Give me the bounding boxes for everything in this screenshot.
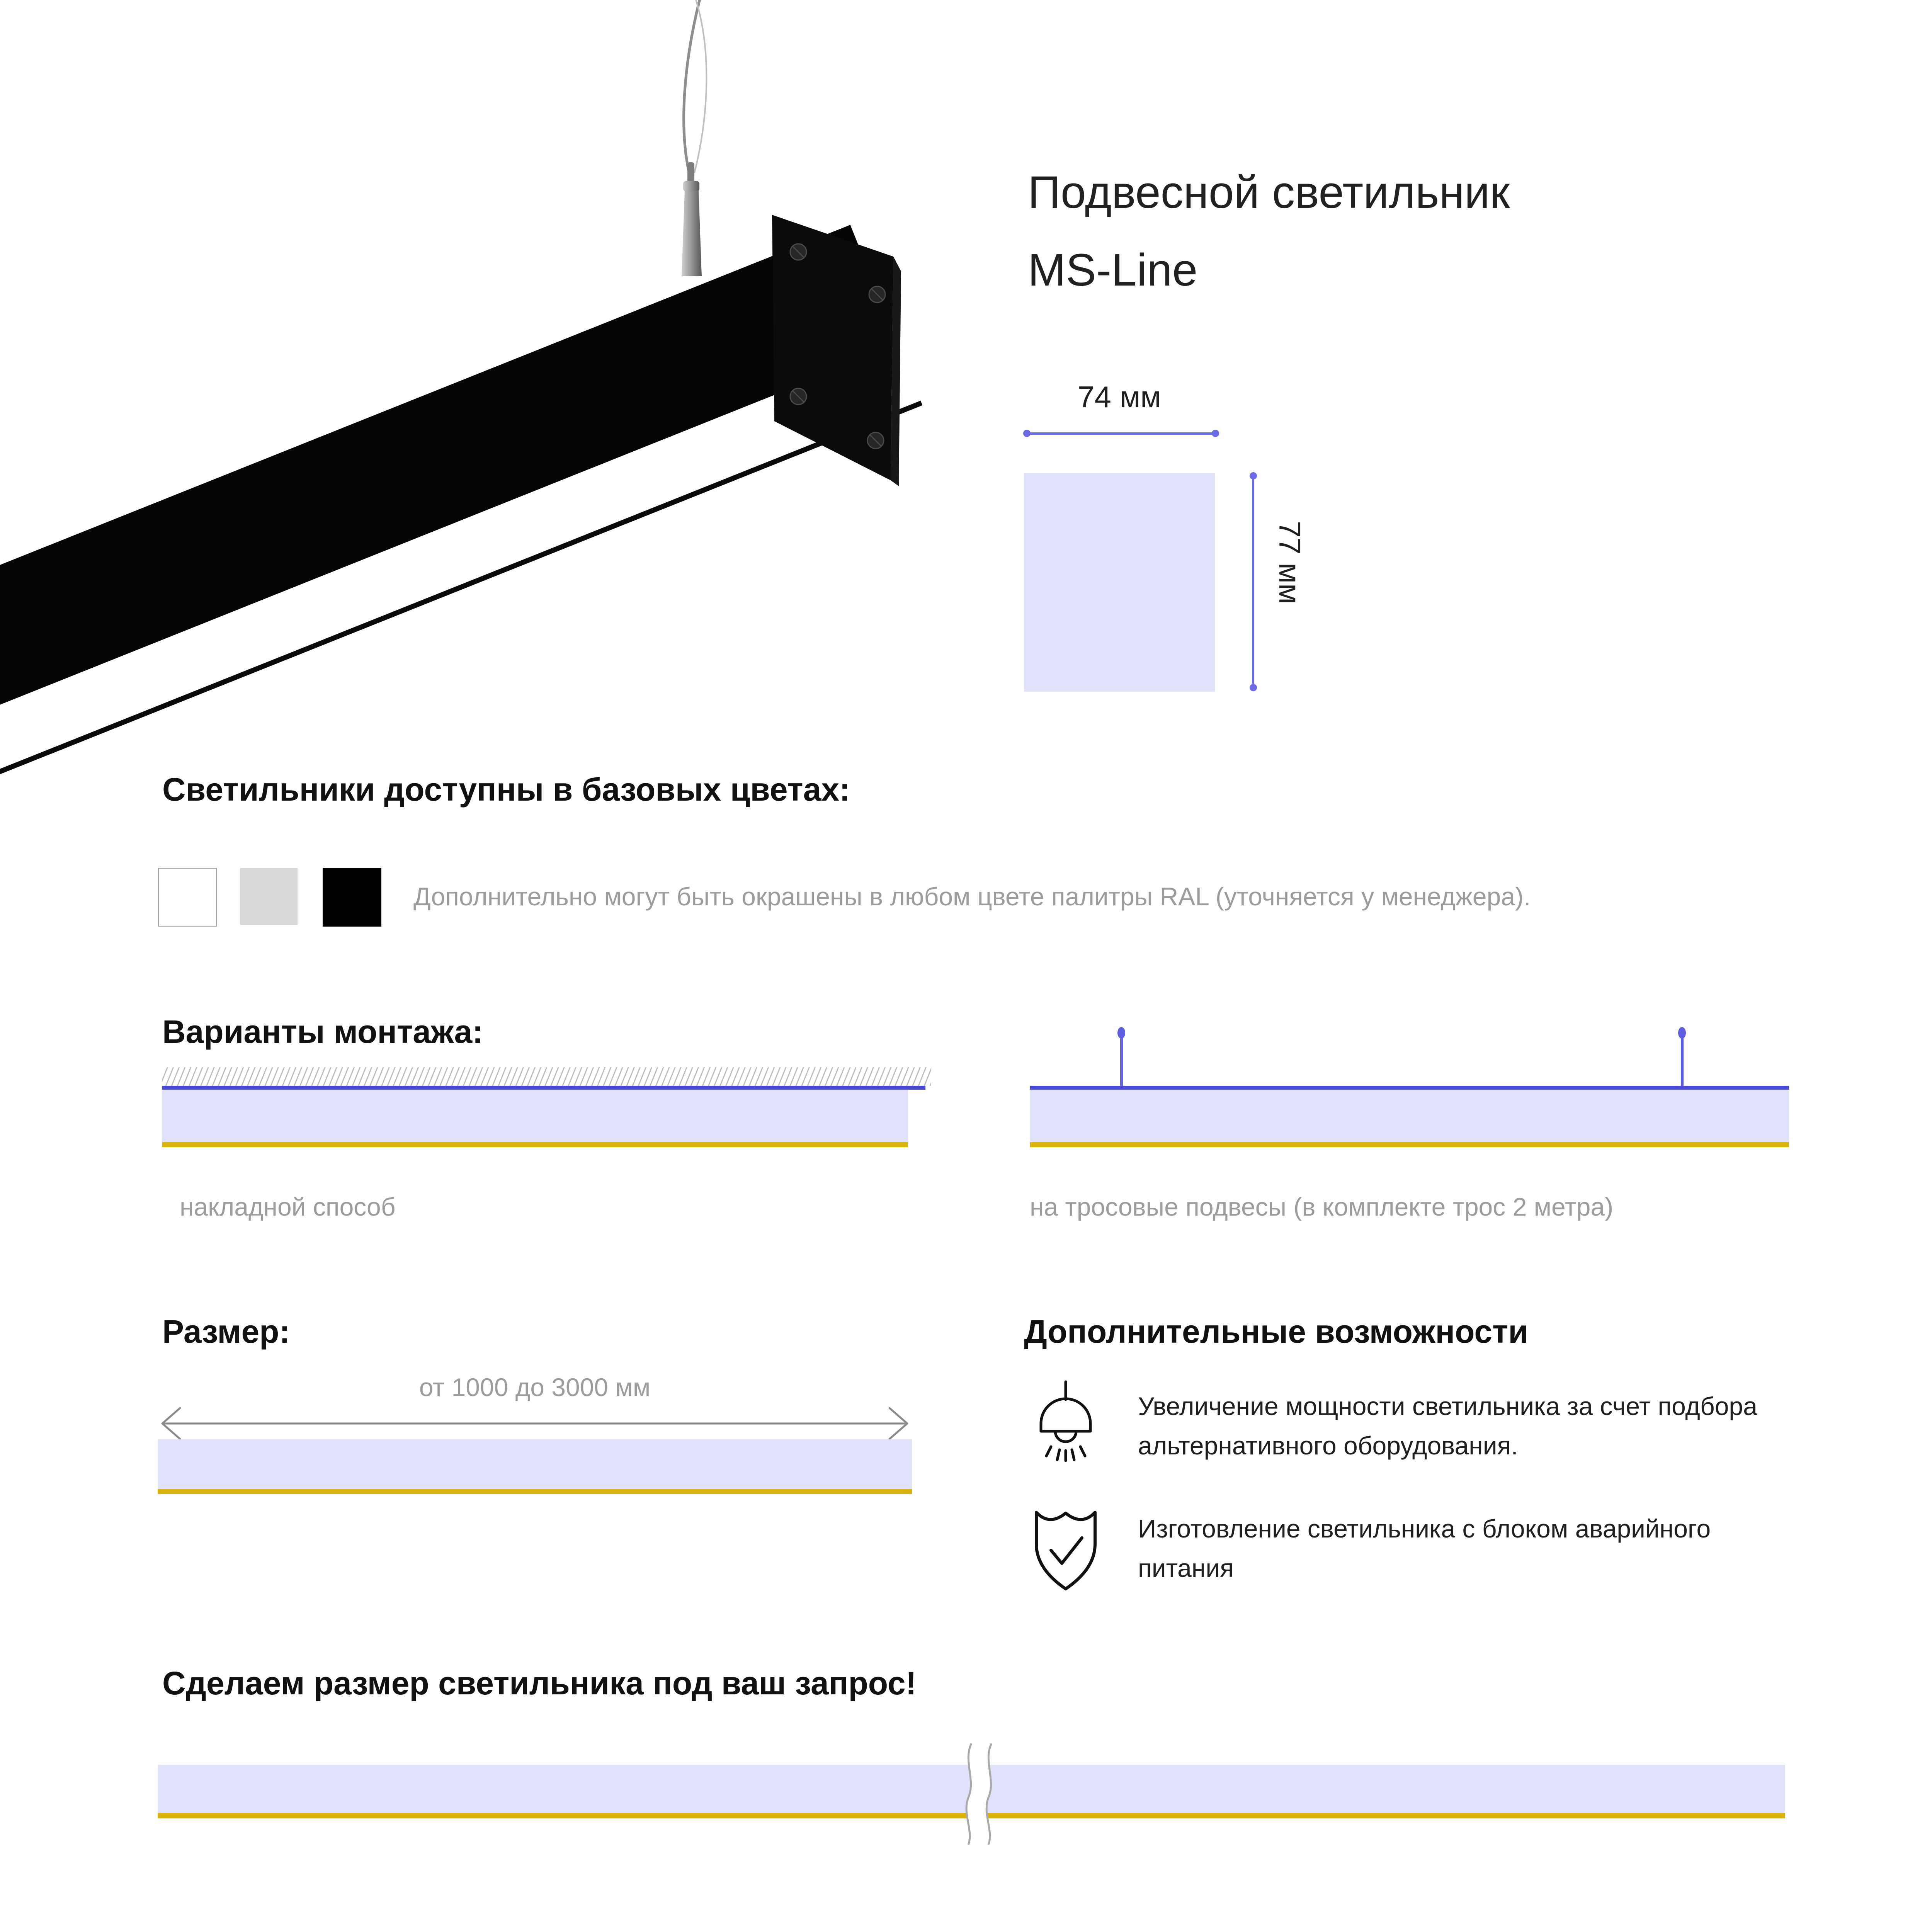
height-dimension-label: 77 мм: [1273, 521, 1307, 604]
size-fixture-bar: [158, 1439, 912, 1489]
size-range-arrow: [158, 1405, 912, 1442]
suspension-pin: [1120, 1031, 1123, 1089]
size-range-label: от 1000 до 3000 мм: [419, 1373, 651, 1401]
feature-emergency-text: Изготовление светильника с блоком аварийного питания: [1138, 1514, 1711, 1583]
page-title-line2: MS-Line: [1028, 244, 1198, 296]
suspension-pin: [1681, 1031, 1684, 1089]
cable-gripper: [682, 162, 702, 276]
ral-note: Дополнительно могут быть окрашены в любом цвете палитры RAL (уточняется у менеджера).: [413, 882, 1531, 911]
surface-mount-caption: накладной способ: [180, 1192, 396, 1221]
measure-dot: [1250, 472, 1257, 480]
ceiling-hatch: [162, 1067, 931, 1086]
feature-power-text: Увеличение мощности светильника за счет подбора альтернативного оборудования.: [1138, 1392, 1757, 1460]
colors-section-heading: Светильники доступны в базовых цветах:: [162, 771, 850, 808]
bar-break-mark: [947, 1743, 1017, 1845]
color-swatch-gray: [240, 868, 298, 925]
ceiling-line: [162, 1086, 925, 1090]
product-render-pendant-luminaire: [0, 0, 1005, 811]
width-measure-line: [1027, 432, 1215, 435]
measure-dot: [1212, 430, 1219, 437]
measure-dot: [1023, 430, 1031, 437]
color-swatch-white: [158, 868, 217, 927]
height-measure-line: [1252, 475, 1254, 687]
surface-mount-diffuser: [162, 1142, 908, 1147]
color-swatch-black: [323, 868, 381, 927]
measure-dot: [1250, 684, 1257, 691]
pendant-lamp-icon: [1032, 1380, 1099, 1465]
custom-size-heading: Сделаем размер светильника под ваш запрос!: [162, 1665, 917, 1701]
suspended-diffuser: [1030, 1142, 1789, 1147]
size-heading: Размер:: [162, 1313, 290, 1350]
page-title: [1028, 154, 1801, 309]
page-title-line1: Подвесной светильник: [1028, 167, 1510, 218]
width-dimension-label: 74 мм: [1078, 380, 1161, 414]
suspended-fixture: [1030, 1090, 1789, 1142]
mounting-heading: Варианты монтажа:: [162, 1014, 483, 1050]
profile-cross-section: [1024, 473, 1215, 692]
features-heading: Дополнительные возможности: [1024, 1313, 1528, 1350]
size-fixture-diffuser: [158, 1489, 912, 1494]
shield-check-icon: [1031, 1504, 1100, 1593]
surface-mount-fixture: [162, 1090, 908, 1142]
suspended-top-line: [1030, 1086, 1789, 1090]
suspension-cable: [684, 0, 707, 177]
suspended-mount-caption: на тросовые подвесы (в комплекте трос 2 метра): [1030, 1192, 1614, 1221]
